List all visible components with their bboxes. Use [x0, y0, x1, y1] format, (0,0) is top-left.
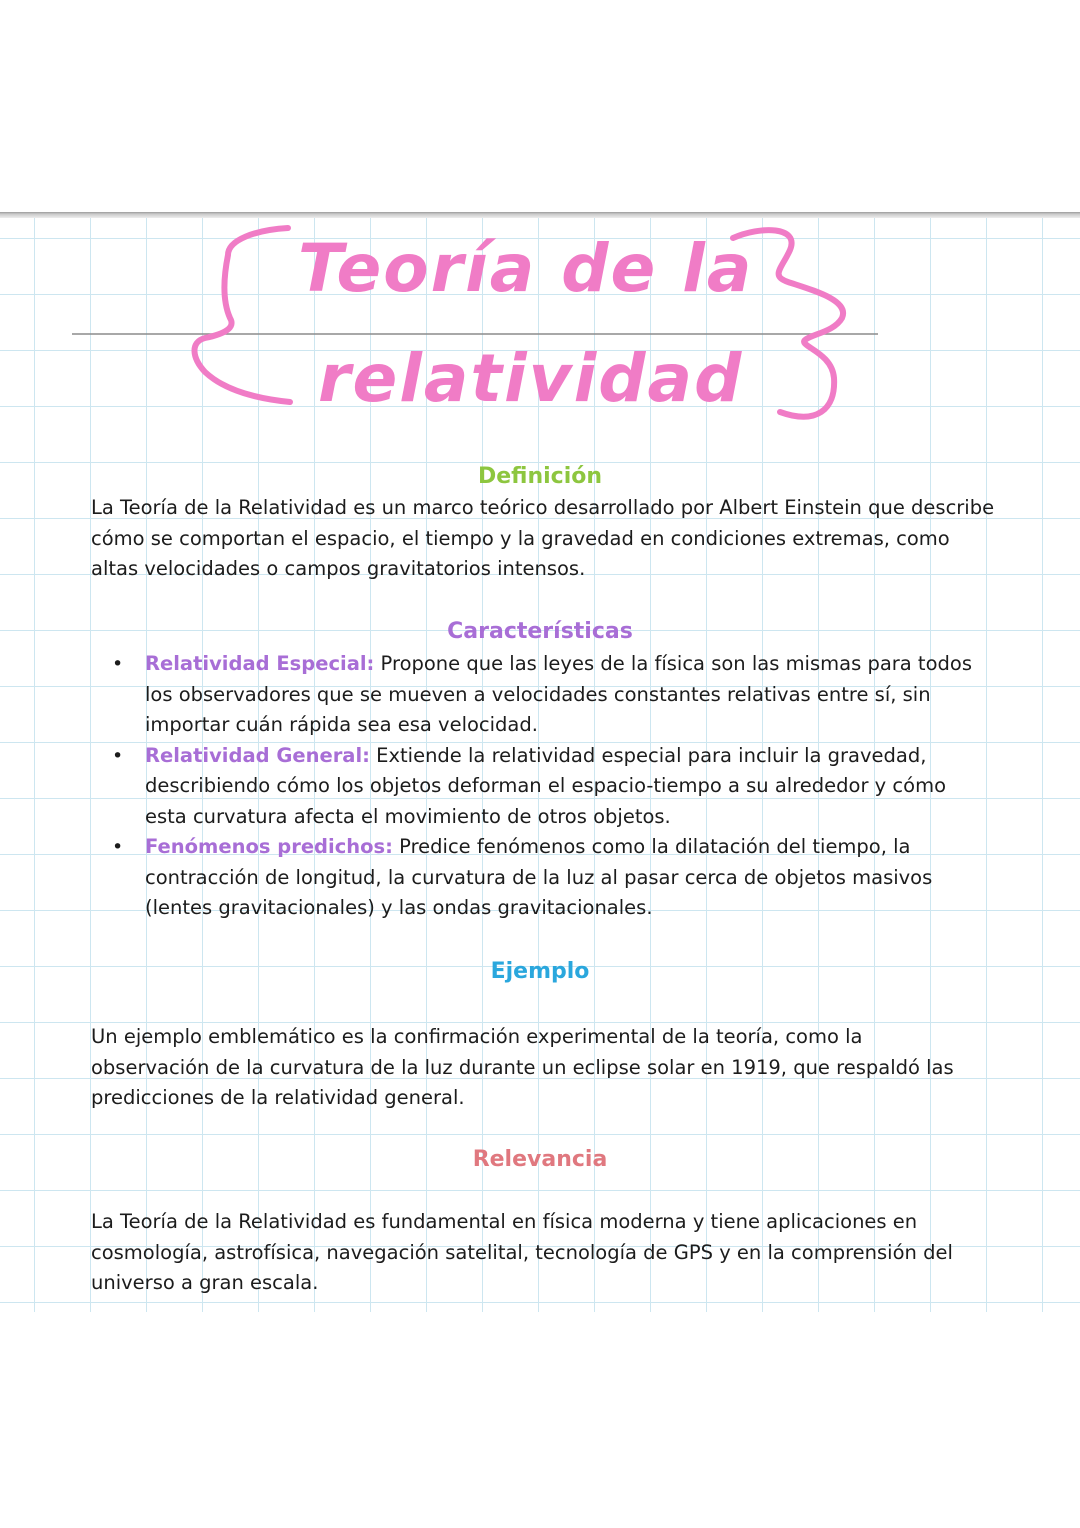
relevancia-heading: Relevancia	[472, 1147, 608, 1172]
bullet-term: Relatividad General:	[145, 743, 370, 767]
bullet-icon: •	[112, 744, 124, 767]
definicion-heading: Definición	[477, 464, 603, 489]
bullet-icon: •	[112, 653, 124, 675]
caracteristicas-list	[0, 649, 1080, 924]
ejemplo-text: Un ejemplo emblemático es la confirmación experimental de la teoría, como la observación de la curvatura de la luz durante un eclipse solar en 1919, que respaldó las predicciones de la relatividad general.	[91, 1025, 954, 1109]
list-item	[112, 649, 975, 741]
bullet-text: Extiende la relatividad especial para incluir la gravedad, describiendo cómo los objetos deforman el espacio-tiempo a su alrededor y cómo esta curvatura afecta el movimiento de otros objetos.	[145, 743, 946, 828]
relevancia-text: La Teoría de la Relatividad es fundamental en física moderna y tiene aplicaciones en cosmología, astrofísica, navegación satelital, tecnología de GPS y en la comprensión del universo a gran escala.	[91, 1210, 953, 1294]
page-title-line-1: Teoría de la	[298, 230, 754, 307]
bullet-text: Predice fenómenos como la dilatación del tiempo, la contracción de longitud, la curvatura de la luz al pasar cerca de objetos masivos (lentes gravitacionales) y las ondas gravitacionales.	[145, 835, 933, 919]
ejemplo-heading: Ejemplo	[490, 959, 590, 984]
bullet-text: Propone que las leyes de la física son las mismas para todos los observadores que se mueven a velocidades constantes relativas entre sí, sin importar cuán rápida sea esa velocidad.	[145, 652, 972, 736]
definicion-text: La Teoría de la Relatividad es un marco teórico desarrollado por Albert Einstein que describe cómo se comportan el espacio, el tiempo y la gravedad en condiciones extremas, como altas velocidades o campos gravitatorios intensos.	[91, 496, 995, 580]
caracteristicas-heading: Características	[447, 619, 633, 644]
bullet-term: Fenómenos predichos:	[145, 835, 393, 858]
bullet-icon: •	[112, 836, 124, 858]
list-item	[112, 832, 975, 924]
list-item	[112, 741, 975, 833]
page-title-line-2: relatividad	[318, 340, 744, 417]
left-curly-brace	[194, 228, 290, 402]
bullet-term: Relatividad Especial:	[145, 652, 375, 675]
